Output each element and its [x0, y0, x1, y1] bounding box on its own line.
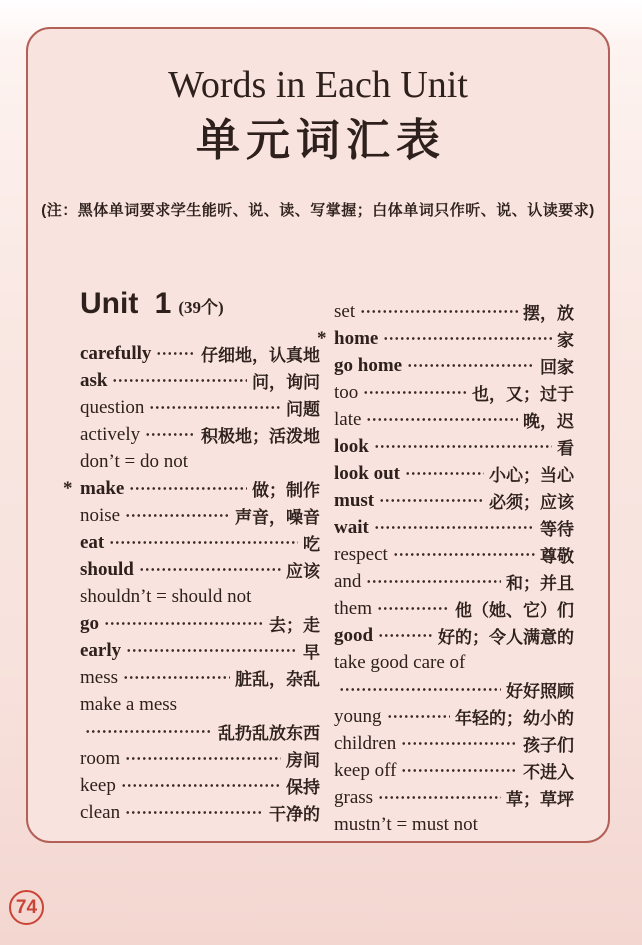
word-entry	[80, 367, 320, 394]
dot-leader	[377, 595, 450, 622]
entry-word: must	[334, 489, 375, 511]
dot-leader	[125, 502, 230, 529]
asterisk-marker: *	[317, 328, 327, 350]
entry-word: don’t = do not	[80, 450, 189, 472]
entry-translation: 必须；应该	[489, 493, 574, 513]
dot-leader	[149, 394, 281, 421]
entry-word: should	[80, 558, 134, 580]
word-entry	[80, 745, 320, 772]
entry-translation: 草；草坪	[506, 790, 574, 810]
entry-translation: 问题	[286, 400, 320, 420]
word-list-right	[317, 298, 574, 838]
word-entry	[334, 487, 574, 514]
word-entry	[80, 394, 320, 421]
entry-word: clean	[80, 801, 121, 823]
entry-translation: 孩子们	[523, 736, 574, 756]
entry-word: make a mess	[80, 693, 178, 715]
dot-leader	[123, 664, 230, 691]
entry-translation: 声音，噪音	[235, 508, 320, 528]
word-entry	[334, 298, 574, 325]
entry-translation: 他（她、它）们	[455, 601, 574, 621]
dot-leader	[145, 421, 196, 448]
dot-leader	[85, 718, 213, 745]
dot-leader	[125, 745, 281, 772]
entry-word: set	[334, 300, 356, 322]
word-list-left	[63, 340, 320, 826]
entry-word: keep off	[334, 759, 397, 781]
asterisk-marker: *	[63, 478, 73, 500]
word-entry	[80, 421, 320, 448]
word-entry	[334, 379, 574, 406]
word-entry	[334, 703, 574, 730]
dot-leader	[366, 406, 518, 433]
word-entry	[80, 637, 320, 664]
entry-translation: 早	[303, 643, 320, 663]
word-entry	[80, 799, 320, 826]
entry-translation: 尊敬	[540, 547, 574, 567]
word-entry	[334, 676, 574, 703]
entry-translation: 等待	[540, 520, 574, 540]
dot-leader	[405, 460, 484, 487]
entry-translation: 去；走	[269, 616, 320, 636]
entry-translation: 也，又；过于	[472, 385, 574, 405]
entry-word: carefully	[80, 342, 152, 364]
entry-word: shouldn’t = should not	[80, 585, 252, 607]
entry-translation: 房间	[286, 751, 320, 771]
entry-word: late	[334, 408, 362, 430]
entry-word: grass	[334, 786, 374, 808]
entry-word: wait	[334, 516, 369, 538]
word-entry	[80, 610, 320, 637]
dot-leader	[379, 487, 484, 514]
entry-translation: 不进入	[523, 763, 574, 783]
word-entry	[334, 649, 574, 676]
entry-translation: 和；并且	[506, 574, 574, 594]
page-title-english: Words in Each Unit	[168, 64, 468, 106]
entry-word: ask	[80, 369, 108, 391]
word-entry	[80, 448, 320, 475]
entry-word: and	[334, 570, 362, 592]
unit-name: Unit 1	[80, 287, 172, 321]
dot-leader	[407, 352, 535, 379]
entry-translation: 看	[557, 439, 574, 459]
entry-translation: 好的；令人满意的	[438, 628, 574, 648]
entry-translation: 摆，放	[523, 304, 574, 324]
dot-leader	[112, 367, 247, 394]
entry-translation: 积极地；活泼地	[201, 427, 320, 447]
entry-word: them	[334, 597, 372, 619]
word-entry	[334, 514, 574, 541]
dot-leader	[378, 622, 433, 649]
dot-leader	[383, 325, 552, 352]
entry-word: respect	[334, 543, 388, 565]
entry-word: good	[334, 624, 374, 646]
entry-word: young	[334, 705, 382, 727]
word-entry	[80, 502, 320, 529]
entry-translation: 小心；当心	[489, 466, 574, 486]
entry-translation: 乱扔乱放东西	[218, 724, 320, 744]
entry-word: early	[80, 639, 122, 661]
dot-leader	[378, 784, 501, 811]
unit-word-count: (39个)	[178, 298, 224, 318]
word-entry	[334, 730, 574, 757]
word-entry	[334, 352, 574, 379]
dot-leader	[109, 529, 298, 556]
word-entry	[317, 325, 574, 352]
word-entry	[80, 583, 320, 610]
entry-translation: 问，询问	[252, 373, 320, 393]
word-entry	[334, 595, 574, 622]
legend-note: (注：黑体单词要求学生能听、说、读、写掌握；白体单词只作听、说、认读要求)	[41, 202, 595, 220]
entry-word: go	[80, 612, 99, 634]
dot-leader	[360, 298, 518, 325]
entry-word: noise	[80, 504, 121, 526]
unit-title	[80, 286, 320, 326]
entry-translation: 吃	[303, 535, 320, 555]
word-entry	[334, 568, 574, 595]
entry-translation: 脏乱，杂乱	[235, 670, 320, 690]
page-title-chinese: 单元词汇表	[196, 115, 446, 165]
word-table	[63, 286, 574, 838]
word-entry	[334, 406, 574, 433]
word-entry	[334, 433, 574, 460]
entry-translation: 做；制作	[252, 481, 320, 501]
dot-leader	[374, 433, 552, 460]
dot-leader	[121, 772, 281, 799]
word-entry	[80, 718, 320, 745]
word-entry	[334, 811, 574, 838]
word-entry	[80, 340, 320, 367]
entry-translation: 年轻的；幼小的	[455, 709, 574, 729]
entry-translation: 仔细地，认真地	[201, 346, 320, 366]
dot-leader	[393, 541, 535, 568]
entry-translation: 应该	[286, 562, 320, 582]
word-entry	[80, 772, 320, 799]
entry-word: home	[334, 327, 379, 349]
word-column-right	[317, 286, 574, 838]
dot-leader	[104, 610, 264, 637]
entry-word: mustn’t = must not	[334, 813, 478, 835]
word-entry	[80, 529, 320, 556]
page-number: 74	[15, 896, 38, 918]
word-entry	[63, 475, 320, 502]
dot-leader	[139, 556, 281, 583]
entry-word: look	[334, 435, 369, 457]
dot-leader	[125, 799, 264, 826]
entry-word: take good care of	[334, 651, 466, 673]
page-number-badge	[9, 890, 44, 925]
entry-word: look out	[334, 462, 400, 484]
dot-leader	[387, 703, 451, 730]
dot-leader	[363, 379, 467, 406]
entry-word: go home	[334, 354, 403, 376]
word-entry	[334, 757, 574, 784]
dot-leader	[401, 757, 518, 784]
word-entry	[334, 784, 574, 811]
entry-translation: 好好照顾	[506, 682, 574, 702]
entry-translation: 保持	[286, 778, 320, 798]
word-entry	[80, 664, 320, 691]
word-entry	[334, 460, 574, 487]
entry-word: question	[80, 396, 145, 418]
word-entry	[80, 691, 320, 718]
dot-leader	[366, 568, 501, 595]
entry-word: keep	[80, 774, 116, 796]
entry-translation: 晚，迟	[523, 412, 574, 432]
page-card	[26, 27, 610, 843]
entry-word: mess	[80, 666, 118, 688]
word-entry	[80, 556, 320, 583]
dot-leader	[126, 637, 298, 664]
dot-leader	[374, 514, 535, 541]
entry-word: children	[334, 732, 397, 754]
entry-word: room	[80, 747, 121, 769]
word-entry	[334, 541, 574, 568]
entry-translation: 家	[557, 331, 574, 351]
entry-word: actively	[80, 423, 141, 445]
dot-leader	[156, 340, 196, 367]
entry-word: too	[334, 381, 359, 403]
word-column-left	[63, 286, 320, 838]
dot-leader	[401, 730, 518, 757]
word-entry	[334, 622, 574, 649]
entry-translation: 干净的	[269, 805, 320, 825]
entry-translation: 回家	[540, 358, 574, 378]
dot-leader	[129, 475, 247, 502]
entry-word: make	[80, 477, 125, 499]
entry-word: eat	[80, 531, 105, 553]
dot-leader	[339, 676, 501, 703]
